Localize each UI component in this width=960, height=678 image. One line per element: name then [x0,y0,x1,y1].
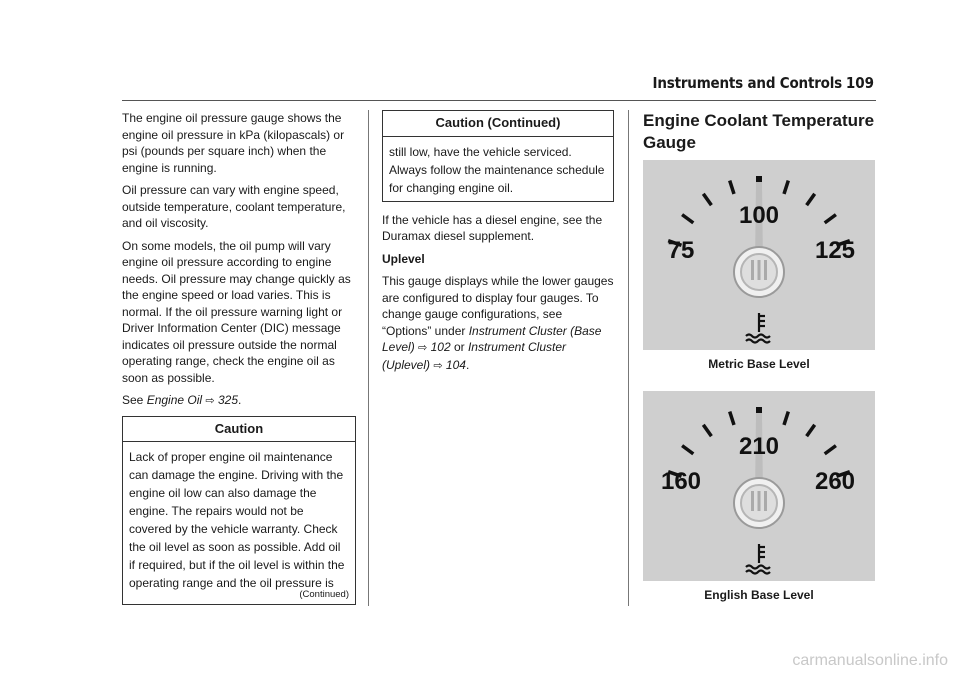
uplevel-text-a: This gauge displays while the lower gauges are configured to display four gauges. To change gauge configurations, see “Options” under [382,274,614,338]
watermark: carmanualsonline.info [792,652,948,669]
uplevel-text-c: . [465,357,470,372]
gauge-minor-tick [730,411,734,424]
caution-continued-title: Caution (Continued) [383,111,613,137]
header-rule [122,100,876,101]
page-ref-icon: ⇨ [433,359,443,372]
column-1 [122,110,356,615]
instrument-cluster-base-link[interactable]: Instrument Cluster (Base Level) [382,323,602,354]
engine-oil-page[interactable]: 325 [217,393,238,407]
gauge-hub-icon [734,247,784,297]
metric-gauge-illustration [643,160,875,350]
paragraph-uplevel [382,273,614,374]
gauge-minor-tick [703,194,711,205]
continued-label: (Continued) [299,589,349,600]
caution-continued-text: still low, have the vehicle serviced. Always follow the maintenance schedule for changing engine oil. [389,144,605,195]
page-ref-icon: ⇨ [418,342,428,354]
english-gauge-illustration [643,391,875,581]
subhead-uplevel: Uplevel [382,251,425,266]
instrument-cluster-base-page[interactable]: 102 [430,340,451,354]
caution-continued-box [382,110,614,202]
gauge-minor-tick [703,424,711,435]
page-ref-icon: ⇨ [205,395,215,407]
coolant-temperature-icon [746,313,770,343]
engine-oil-link[interactable]: Engine Oil [146,393,203,407]
gauge-label-low: 160 [660,467,702,495]
column-2 [382,110,614,380]
gauge-label-high: 125 [814,237,856,264]
coolant-temperature-icon [746,544,770,574]
caution-title: Caution [123,417,355,443]
gauge-minor-tick [825,445,836,453]
paragraph-oil-pressure-vary: Oil pressure can vary with engine speed, outside temperature, coolant temperature, and oil viscosity. [122,183,346,230]
english-figure-caption: English Base Level [704,587,814,602]
paragraph-diesel: If the vehicle has a diesel engine, see the Duramax diesel supplement. [382,212,603,243]
metric-gauge-figure [643,160,875,350]
english-gauge-figure [643,391,875,581]
instrument-cluster-uplevel-page[interactable]: 104 [445,357,466,372]
see-prefix: See [122,393,147,407]
see-reference: See Engine Oil ⇨ 325. [122,393,242,407]
gauge-minor-tick [825,215,836,223]
gauge-label-high: 260 [814,467,856,495]
page-number: 109 [845,74,874,92]
gauge-minor-tick [682,445,693,453]
column-divider [368,110,369,606]
gauge-label-low: 75 [667,237,695,264]
gauge-minor-tick [730,181,734,194]
gauge-minor-tick [682,215,693,223]
caution-box [122,416,356,606]
uplevel-text-b: or [450,340,468,354]
gauge-label-mid: 100 [738,202,780,229]
header-title: Instruments and Controls [652,74,842,92]
column-3 [643,110,875,621]
column-divider [628,110,629,606]
gauge-hub-icon [734,478,784,528]
page-header [0,72,960,100]
caution-body-text: Lack of proper engine oil maintenance can damage the engine. Driving with the engine oil low can also damage the engine. The repairs would not be covered by the vehicle warranty. Check the oil level as soon as possible. Add oil if required, but if the oil level is within the operating range and the oil pressure is [129,450,345,590]
gauge-minor-tick [784,411,788,424]
paragraph-oil-pump: On some models, the oil pump will vary engine oil pressure according to engine needs. Oil pressure may change quickly as the engine speed or load varies. This is normal. If the oil pressure warning light or Driver Information Center (DIC) message indicates oil pressure outside the normal operating range, check the engine oil as soon as possible. [122,238,351,385]
section-title: Engine Coolant Temperature Gauge [643,111,875,152]
gauge-label-mid: 210 [738,432,780,460]
instrument-cluster-uplevel-link[interactable]: Instrument Cluster (Uplevel) [382,340,567,372]
paragraph-oil-gauge-intro: The engine oil pressure gauge shows the engine oil pressure in kPa (kilopascals) or psi (pounds per square inch) when the engine is running. [122,111,345,175]
gauge-minor-tick [784,181,788,194]
gauge-minor-tick [807,424,815,435]
gauge-minor-tick [807,194,815,205]
metric-figure-caption: Metric Base Level [708,357,810,371]
caution-text [123,442,355,604]
